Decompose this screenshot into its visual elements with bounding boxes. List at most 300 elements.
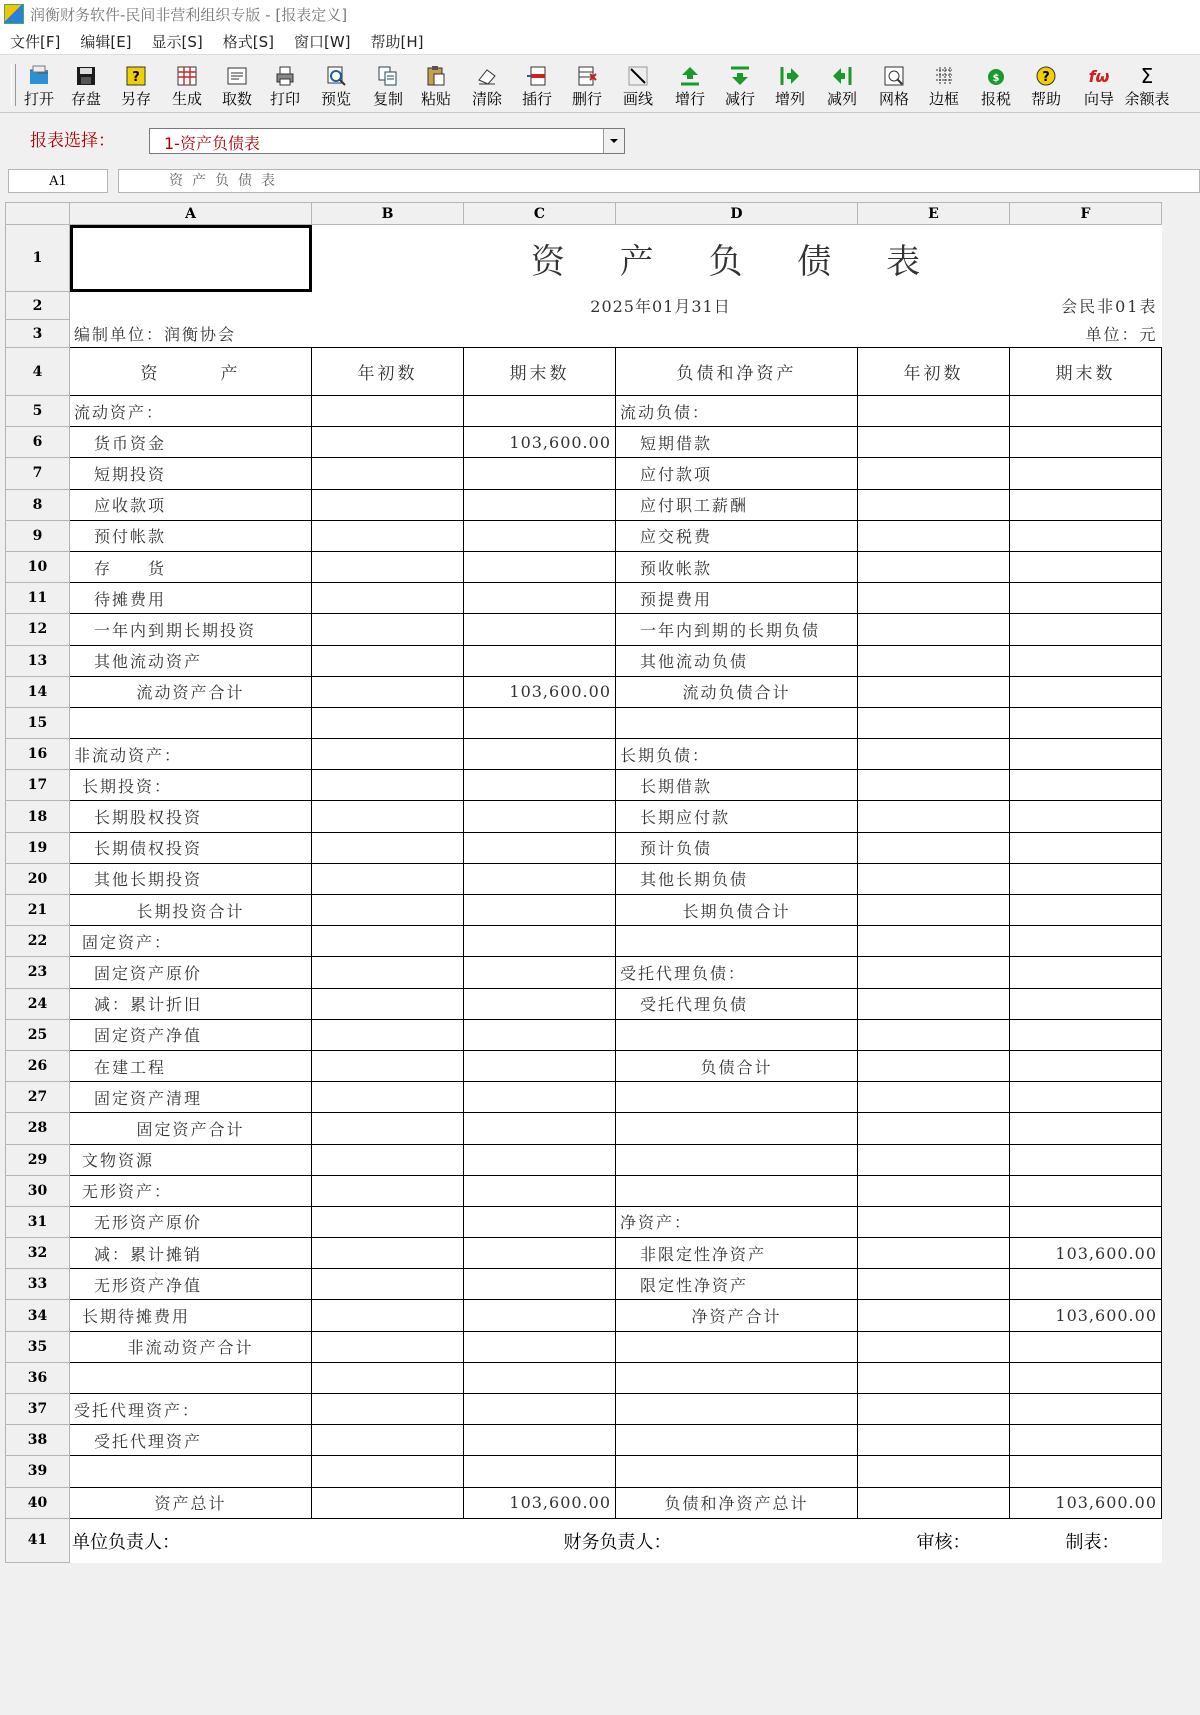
- menu-item[interactable]: 显示[S]: [151, 32, 203, 51]
- liability-label[interactable]: 预收帐款: [616, 551, 858, 582]
- prepared-by-signature[interactable]: 制表：: [1065, 1531, 1120, 1553]
- asset-label[interactable]: 受托代理资产：: [70, 1394, 312, 1425]
- asset-label[interactable]: 短期投资: [70, 458, 312, 489]
- asset-closing-value[interactable]: [464, 926, 616, 957]
- row-header[interactable]: 6: [6, 427, 70, 458]
- asset-opening-value[interactable]: [312, 1331, 464, 1362]
- row-header[interactable]: 28: [6, 1113, 70, 1144]
- asset-opening-value[interactable]: [312, 739, 464, 770]
- column-header[interactable]: F: [1010, 203, 1162, 225]
- asset-opening-value[interactable]: [312, 707, 464, 738]
- liability-label[interactable]: [616, 707, 858, 738]
- toolbar-button-generate[interactable]: [163, 62, 211, 110]
- chevron-down-icon[interactable]: [603, 129, 624, 153]
- asset-closing-value[interactable]: [464, 1331, 616, 1362]
- liability-opening-value[interactable]: [858, 614, 1010, 645]
- asset-closing-value[interactable]: [464, 1362, 616, 1393]
- row-header[interactable]: 23: [6, 957, 70, 988]
- liability-opening-value[interactable]: [858, 801, 1010, 832]
- asset-label[interactable]: 无形资产净值: [70, 1269, 312, 1300]
- asset-closing-value[interactable]: [464, 1144, 616, 1175]
- row-header[interactable]: 25: [6, 1019, 70, 1050]
- liability-opening-value[interactable]: [858, 1113, 1010, 1144]
- asset-label[interactable]: 固定资产：: [70, 926, 312, 957]
- row-header[interactable]: 34: [6, 1300, 70, 1331]
- liability-closing-value[interactable]: [1010, 396, 1162, 427]
- liability-closing-value[interactable]: [1010, 427, 1162, 458]
- asset-opening-value[interactable]: [312, 1082, 464, 1113]
- asset-closing-value[interactable]: [464, 739, 616, 770]
- asset-closing-value[interactable]: [464, 1238, 616, 1269]
- liability-closing-value[interactable]: [1010, 1206, 1162, 1237]
- asset-opening-value[interactable]: [312, 801, 464, 832]
- table-header-cell[interactable]: 资 产: [70, 348, 312, 396]
- asset-closing-value[interactable]: [464, 957, 616, 988]
- toolbar-button-wizard[interactable]: [1075, 62, 1123, 110]
- liability-closing-value[interactable]: [1010, 770, 1162, 801]
- asset-closing-value[interactable]: [464, 1113, 616, 1144]
- toolbar-button-help[interactable]: [1022, 62, 1070, 110]
- asset-opening-value[interactable]: [312, 1425, 464, 1456]
- row-header[interactable]: 36: [6, 1362, 70, 1393]
- liability-closing-value[interactable]: 103,600.00: [1010, 1238, 1162, 1269]
- liability-opening-value[interactable]: [858, 1362, 1010, 1393]
- toolbar-button-preview[interactable]: [312, 62, 360, 110]
- liability-opening-value[interactable]: [858, 1269, 1010, 1300]
- asset-closing-value[interactable]: [464, 707, 616, 738]
- liability-opening-value[interactable]: [858, 1238, 1010, 1269]
- menu-item[interactable]: 编辑[E]: [80, 32, 132, 51]
- row-header[interactable]: 19: [6, 832, 70, 863]
- selected-cell-a1[interactable]: [70, 225, 312, 292]
- liability-label[interactable]: 其他流动负债: [616, 645, 858, 676]
- liability-opening-value[interactable]: [858, 396, 1010, 427]
- liability-opening-value[interactable]: [858, 739, 1010, 770]
- asset-label[interactable]: 文物资源: [70, 1144, 312, 1175]
- toolbar-button-save-as[interactable]: [112, 62, 160, 110]
- liability-label[interactable]: [616, 1394, 858, 1425]
- liability-opening-value[interactable]: [858, 676, 1010, 707]
- liability-opening-value[interactable]: [858, 1425, 1010, 1456]
- liability-closing-value[interactable]: [1010, 957, 1162, 988]
- asset-closing-value[interactable]: 103,600.00: [464, 427, 616, 458]
- asset-opening-value[interactable]: [312, 551, 464, 582]
- asset-closing-value[interactable]: [464, 1019, 616, 1050]
- asset-opening-value[interactable]: [312, 926, 464, 957]
- asset-label[interactable]: 存 货: [70, 551, 312, 582]
- asset-opening-value[interactable]: [312, 1238, 464, 1269]
- liability-closing-value[interactable]: [1010, 926, 1162, 957]
- asset-closing-value[interactable]: 103,600.00: [464, 1487, 616, 1518]
- row-header[interactable]: 20: [6, 863, 70, 894]
- column-header[interactable]: B: [312, 203, 464, 225]
- liability-label[interactable]: 净资产：: [616, 1206, 858, 1237]
- liability-label[interactable]: 预计负债: [616, 832, 858, 863]
- row-header[interactable]: 22: [6, 926, 70, 957]
- liability-closing-value[interactable]: 103,600.00: [1010, 1300, 1162, 1331]
- liability-label[interactable]: 一年内到期的长期负债: [616, 614, 858, 645]
- row-header[interactable]: 41: [6, 1518, 70, 1562]
- asset-opening-value[interactable]: [312, 1113, 464, 1144]
- liability-opening-value[interactable]: [858, 926, 1010, 957]
- liability-label[interactable]: 流动负债合计: [616, 676, 858, 707]
- asset-label[interactable]: [70, 1456, 312, 1487]
- toolbar-button-fetch-data[interactable]: [213, 62, 261, 110]
- row-header[interactable]: 26: [6, 1050, 70, 1081]
- toolbar-button-grid[interactable]: [870, 62, 918, 110]
- asset-closing-value[interactable]: [464, 988, 616, 1019]
- asset-opening-value[interactable]: [312, 489, 464, 520]
- asset-closing-value[interactable]: [464, 1456, 616, 1487]
- liability-label[interactable]: 受托代理负债: [616, 988, 858, 1019]
- liability-label[interactable]: [616, 1331, 858, 1362]
- liability-label[interactable]: 其他长期负债: [616, 863, 858, 894]
- asset-opening-value[interactable]: [312, 1019, 464, 1050]
- asset-closing-value[interactable]: [464, 863, 616, 894]
- liability-closing-value[interactable]: [1010, 1144, 1162, 1175]
- liability-label[interactable]: [616, 1113, 858, 1144]
- menu-item[interactable]: 窗口[W]: [294, 32, 351, 51]
- asset-label[interactable]: 非流动资产合计: [70, 1331, 312, 1362]
- toolbar-button-sum[interactable]: [1123, 62, 1171, 110]
- liability-label[interactable]: 应付职工薪酬: [616, 489, 858, 520]
- asset-closing-value[interactable]: [464, 489, 616, 520]
- toolbar-button-tax[interactable]: [972, 62, 1020, 110]
- asset-label[interactable]: 减：累计折旧: [70, 988, 312, 1019]
- asset-closing-value[interactable]: 103,600.00: [464, 676, 616, 707]
- asset-label[interactable]: 在建工程: [70, 1050, 312, 1081]
- row-header[interactable]: 3: [6, 320, 70, 348]
- column-header[interactable]: E: [858, 203, 1010, 225]
- liability-closing-value[interactable]: [1010, 676, 1162, 707]
- liability-closing-value[interactable]: [1010, 1425, 1162, 1456]
- liability-opening-value[interactable]: [858, 1019, 1010, 1050]
- asset-opening-value[interactable]: [312, 396, 464, 427]
- row-header[interactable]: 32: [6, 1238, 70, 1269]
- asset-label[interactable]: 受托代理资产: [70, 1425, 312, 1456]
- toolbar-button-draw-line[interactable]: [614, 62, 662, 110]
- row-header[interactable]: 15: [6, 707, 70, 738]
- toolbar-button-open[interactable]: [15, 62, 63, 110]
- row-header[interactable]: 24: [6, 988, 70, 1019]
- liability-opening-value[interactable]: [858, 583, 1010, 614]
- liability-closing-value[interactable]: [1010, 1082, 1162, 1113]
- row-header[interactable]: 7: [6, 458, 70, 489]
- asset-label[interactable]: 一年内到期长期投资: [70, 614, 312, 645]
- row-header[interactable]: 27: [6, 1082, 70, 1113]
- asset-opening-value[interactable]: [312, 1456, 464, 1487]
- asset-opening-value[interactable]: [312, 1394, 464, 1425]
- asset-opening-value[interactable]: [312, 458, 464, 489]
- asset-label[interactable]: 资产总计: [70, 1487, 312, 1518]
- asset-opening-value[interactable]: [312, 427, 464, 458]
- liability-closing-value[interactable]: [1010, 863, 1162, 894]
- asset-opening-value[interactable]: [312, 614, 464, 645]
- asset-label[interactable]: 固定资产合计: [70, 1113, 312, 1144]
- asset-closing-value[interactable]: [464, 1175, 616, 1206]
- row-header[interactable]: 1: [6, 225, 70, 292]
- sheet-title[interactable]: 资 产 负 债 表: [530, 241, 943, 282]
- toolbar-button-remove-row[interactable]: [716, 62, 764, 110]
- asset-label[interactable]: 无形资产：: [70, 1175, 312, 1206]
- asset-opening-value[interactable]: [312, 988, 464, 1019]
- liability-label[interactable]: [616, 1456, 858, 1487]
- row-header[interactable]: 2: [6, 292, 70, 320]
- liability-label[interactable]: [616, 1082, 858, 1113]
- cell-reference-box[interactable]: A1: [8, 169, 108, 193]
- asset-closing-value[interactable]: [464, 1300, 616, 1331]
- form-number[interactable]: 会民非01表: [1061, 297, 1158, 316]
- asset-closing-value[interactable]: [464, 770, 616, 801]
- row-header[interactable]: 30: [6, 1175, 70, 1206]
- finance-head-signature[interactable]: 财务负责人：: [563, 1531, 672, 1553]
- liability-label[interactable]: 限定性净资产: [616, 1269, 858, 1300]
- liability-closing-value[interactable]: [1010, 1456, 1162, 1487]
- asset-closing-value[interactable]: [464, 895, 616, 926]
- asset-opening-value[interactable]: [312, 583, 464, 614]
- asset-label[interactable]: 待摊费用: [70, 583, 312, 614]
- liability-label[interactable]: 负债合计: [616, 1050, 858, 1081]
- liability-closing-value[interactable]: [1010, 895, 1162, 926]
- asset-label[interactable]: [70, 1362, 312, 1393]
- liability-closing-value[interactable]: [1010, 1331, 1162, 1362]
- asset-closing-value[interactable]: [464, 645, 616, 676]
- table-header-cell[interactable]: 年初数: [858, 348, 1010, 396]
- row-header[interactable]: 11: [6, 583, 70, 614]
- asset-label[interactable]: 流动资产：: [70, 396, 312, 427]
- row-header[interactable]: 16: [6, 739, 70, 770]
- toolbar-button-copy[interactable]: [364, 62, 412, 110]
- liability-opening-value[interactable]: [858, 895, 1010, 926]
- liability-label[interactable]: [616, 1175, 858, 1206]
- asset-opening-value[interactable]: [312, 1269, 464, 1300]
- asset-opening-value[interactable]: [312, 1362, 464, 1393]
- asset-label[interactable]: 货币资金: [70, 427, 312, 458]
- liability-closing-value[interactable]: [1010, 551, 1162, 582]
- row-header[interactable]: 9: [6, 520, 70, 551]
- grid-cell[interactable]: [464, 320, 1010, 348]
- toolbar-button-paste[interactable]: [412, 62, 460, 110]
- liability-closing-value[interactable]: [1010, 1175, 1162, 1206]
- asset-label[interactable]: 固定资产原价: [70, 957, 312, 988]
- liability-closing-value[interactable]: 103,600.00: [1010, 1487, 1162, 1518]
- cell-content-input[interactable]: 资产负债表: [118, 169, 1200, 193]
- review-signature[interactable]: 审核：: [916, 1531, 971, 1553]
- liability-opening-value[interactable]: [858, 1206, 1010, 1237]
- asset-closing-value[interactable]: [464, 1082, 616, 1113]
- asset-closing-value[interactable]: [464, 614, 616, 645]
- row-header[interactable]: 29: [6, 1144, 70, 1175]
- asset-label[interactable]: 流动资产合计: [70, 676, 312, 707]
- asset-opening-value[interactable]: [312, 770, 464, 801]
- asset-label[interactable]: 非流动资产：: [70, 739, 312, 770]
- liability-label[interactable]: 净资产合计: [616, 1300, 858, 1331]
- liability-opening-value[interactable]: [858, 1456, 1010, 1487]
- liability-closing-value[interactable]: [1010, 707, 1162, 738]
- liability-label[interactable]: [616, 926, 858, 957]
- liability-closing-value[interactable]: [1010, 1050, 1162, 1081]
- asset-opening-value[interactable]: [312, 957, 464, 988]
- asset-opening-value[interactable]: [312, 1175, 464, 1206]
- row-header[interactable]: 37: [6, 1394, 70, 1425]
- asset-opening-value[interactable]: [312, 863, 464, 894]
- liability-opening-value[interactable]: [858, 988, 1010, 1019]
- liability-label[interactable]: [616, 1019, 858, 1050]
- liability-closing-value[interactable]: [1010, 739, 1162, 770]
- toolbar-button-insert-row[interactable]: [513, 62, 561, 110]
- liability-label[interactable]: 应付款项: [616, 458, 858, 489]
- liability-opening-value[interactable]: [858, 1050, 1010, 1081]
- row-header[interactable]: 5: [6, 396, 70, 427]
- liability-opening-value[interactable]: [858, 832, 1010, 863]
- asset-label[interactable]: 减：累计摊销: [70, 1238, 312, 1269]
- menu-item[interactable]: 格式[S]: [222, 32, 274, 51]
- table-header-cell[interactable]: 年初数: [312, 348, 464, 396]
- menu-item[interactable]: 文件[F]: [10, 32, 61, 51]
- column-header[interactable]: C: [464, 203, 616, 225]
- asset-closing-value[interactable]: [464, 458, 616, 489]
- row-header[interactable]: 17: [6, 770, 70, 801]
- asset-label[interactable]: 固定资产净值: [70, 1019, 312, 1050]
- liability-closing-value[interactable]: [1010, 520, 1162, 551]
- report-date[interactable]: 2025年01月31日: [590, 297, 731, 316]
- report-select-dropdown[interactable]: [149, 128, 625, 154]
- asset-label[interactable]: [70, 707, 312, 738]
- grid-cell[interactable]: [858, 292, 1010, 320]
- preparing-unit[interactable]: 编制单位：润衡协会: [74, 324, 237, 344]
- liability-opening-value[interactable]: [858, 1082, 1010, 1113]
- unit-head-signature[interactable]: 单位负责人：: [72, 1531, 180, 1553]
- liability-opening-value[interactable]: [858, 707, 1010, 738]
- liability-closing-value[interactable]: [1010, 458, 1162, 489]
- asset-label[interactable]: 固定资产清理: [70, 1082, 312, 1113]
- liability-opening-value[interactable]: [858, 957, 1010, 988]
- menu-item[interactable]: 帮助[H]: [370, 32, 424, 51]
- row-header[interactable]: 12: [6, 614, 70, 645]
- liability-label[interactable]: 预提费用: [616, 583, 858, 614]
- asset-label[interactable]: 长期待摊费用: [70, 1300, 312, 1331]
- liability-opening-value[interactable]: [858, 1487, 1010, 1518]
- asset-closing-value[interactable]: [464, 801, 616, 832]
- liability-closing-value[interactable]: [1010, 1394, 1162, 1425]
- row-header[interactable]: 38: [6, 1425, 70, 1456]
- toolbar-button-save[interactable]: [62, 62, 110, 110]
- asset-opening-value[interactable]: [312, 676, 464, 707]
- row-header[interactable]: 13: [6, 645, 70, 676]
- table-header-cell[interactable]: 期末数: [1010, 348, 1162, 396]
- asset-label[interactable]: 其他长期投资: [70, 863, 312, 894]
- row-header[interactable]: 4: [6, 348, 70, 396]
- asset-closing-value[interactable]: [464, 520, 616, 551]
- liability-label[interactable]: 长期负债合计: [616, 895, 858, 926]
- liability-opening-value[interactable]: [858, 645, 1010, 676]
- liability-label[interactable]: 流动负债：: [616, 396, 858, 427]
- liability-opening-value[interactable]: [858, 489, 1010, 520]
- liability-closing-value[interactable]: [1010, 645, 1162, 676]
- liability-opening-value[interactable]: [858, 1144, 1010, 1175]
- row-header[interactable]: 35: [6, 1331, 70, 1362]
- liability-closing-value[interactable]: [1010, 583, 1162, 614]
- asset-opening-value[interactable]: [312, 1206, 464, 1237]
- asset-closing-value[interactable]: [464, 1050, 616, 1081]
- toolbar-button-remove-column[interactable]: [818, 62, 866, 110]
- asset-label[interactable]: 长期股权投资: [70, 801, 312, 832]
- liability-label[interactable]: 短期借款: [616, 427, 858, 458]
- row-header[interactable]: 10: [6, 551, 70, 582]
- asset-closing-value[interactable]: [464, 832, 616, 863]
- liability-label[interactable]: 负债和净资产总计: [616, 1487, 858, 1518]
- liability-closing-value[interactable]: [1010, 1362, 1162, 1393]
- asset-opening-value[interactable]: [312, 1300, 464, 1331]
- liability-label[interactable]: 长期应付款: [616, 801, 858, 832]
- liability-opening-value[interactable]: [858, 1175, 1010, 1206]
- row-header[interactable]: 18: [6, 801, 70, 832]
- liability-opening-value[interactable]: [858, 770, 1010, 801]
- asset-closing-value[interactable]: [464, 1206, 616, 1237]
- toolbar-button-eraser[interactable]: [463, 62, 511, 110]
- toolbar-button-delete-row[interactable]: [563, 62, 611, 110]
- liability-label[interactable]: 应交税费: [616, 520, 858, 551]
- asset-label[interactable]: 长期投资：: [70, 770, 312, 801]
- liability-label[interactable]: 长期借款: [616, 770, 858, 801]
- liability-opening-value[interactable]: [858, 1331, 1010, 1362]
- liability-closing-value[interactable]: [1010, 1269, 1162, 1300]
- asset-closing-value[interactable]: [464, 396, 616, 427]
- liability-opening-value[interactable]: [858, 1394, 1010, 1425]
- liability-opening-value[interactable]: [858, 458, 1010, 489]
- toolbar-button-print[interactable]: [261, 62, 309, 110]
- asset-opening-value[interactable]: [312, 832, 464, 863]
- asset-opening-value[interactable]: [312, 895, 464, 926]
- row-header[interactable]: 33: [6, 1269, 70, 1300]
- asset-label[interactable]: 长期投资合计: [70, 895, 312, 926]
- asset-closing-value[interactable]: [464, 1269, 616, 1300]
- liability-label[interactable]: [616, 1144, 858, 1175]
- asset-closing-value[interactable]: [464, 551, 616, 582]
- asset-closing-value[interactable]: [464, 1394, 616, 1425]
- liability-label[interactable]: [616, 1362, 858, 1393]
- liability-label[interactable]: [616, 1425, 858, 1456]
- asset-opening-value[interactable]: [312, 520, 464, 551]
- asset-opening-value[interactable]: [312, 1050, 464, 1081]
- asset-label[interactable]: 无形资产原价: [70, 1206, 312, 1237]
- liability-closing-value[interactable]: [1010, 1113, 1162, 1144]
- row-header[interactable]: 14: [6, 676, 70, 707]
- liability-opening-value[interactable]: [858, 551, 1010, 582]
- liability-opening-value[interactable]: [858, 520, 1010, 551]
- liability-label[interactable]: 非限定性净资产: [616, 1238, 858, 1269]
- asset-opening-value[interactable]: [312, 645, 464, 676]
- liability-label[interactable]: 受托代理负债：: [616, 957, 858, 988]
- asset-opening-value[interactable]: [312, 1144, 464, 1175]
- table-header-cell[interactable]: 负债和净资产: [616, 348, 858, 396]
- asset-label[interactable]: 其他流动资产: [70, 645, 312, 676]
- liability-opening-value[interactable]: [858, 863, 1010, 894]
- liability-label[interactable]: 长期负债：: [616, 739, 858, 770]
- row-header[interactable]: 31: [6, 1206, 70, 1237]
- select-all-corner[interactable]: [6, 203, 70, 225]
- liability-opening-value[interactable]: [858, 427, 1010, 458]
- currency-unit[interactable]: 单位：元: [1085, 324, 1158, 344]
- column-header[interactable]: D: [616, 203, 858, 225]
- asset-label[interactable]: 预付帐款: [70, 520, 312, 551]
- row-header[interactable]: 39: [6, 1456, 70, 1487]
- liability-closing-value[interactable]: [1010, 1019, 1162, 1050]
- grid-cell[interactable]: [70, 292, 464, 320]
- liability-closing-value[interactable]: [1010, 988, 1162, 1019]
- asset-closing-value[interactable]: [464, 583, 616, 614]
- asset-label[interactable]: 应收款项: [70, 489, 312, 520]
